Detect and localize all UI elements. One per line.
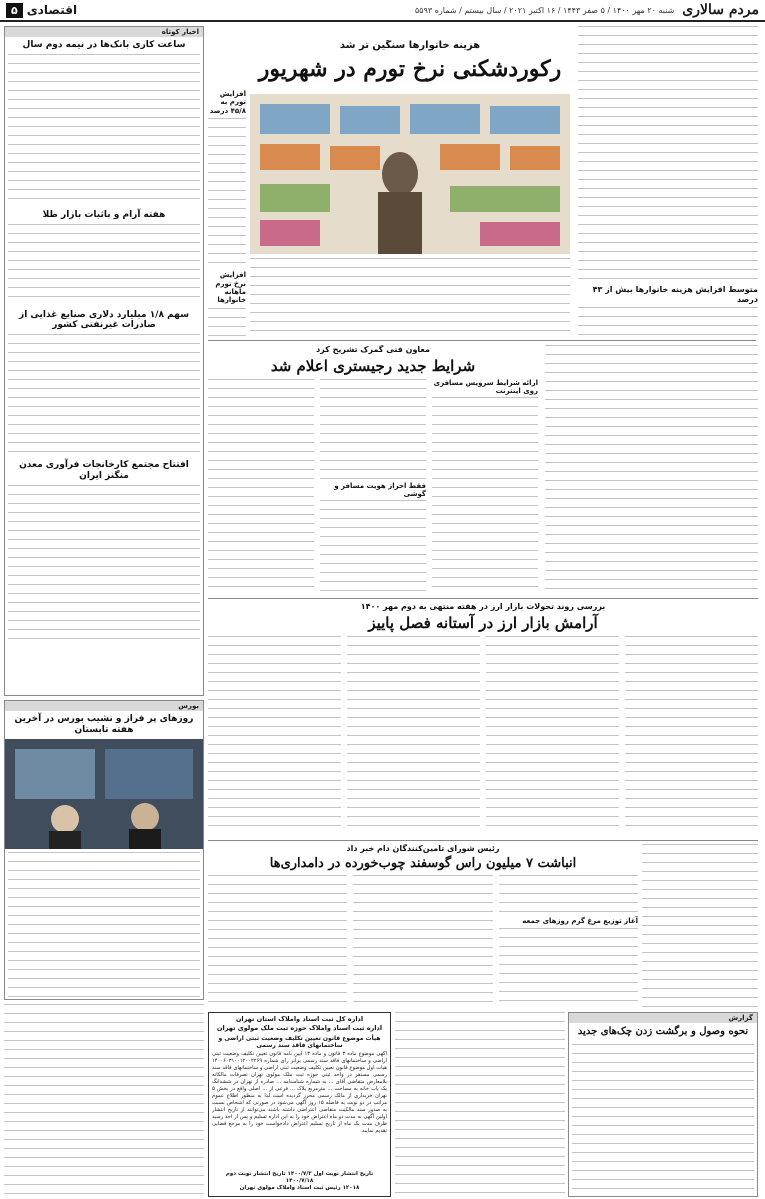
report-box bbox=[568, 1012, 758, 1197]
lead-sub1: افزایش تورم به ۴۵/۸ درصد bbox=[209, 90, 246, 115]
issue-line: شنبه ۲۰ مهر ۱۴۰۰ / ۵ صفر ۱۴۴۳ / ۱۶ اکتبر ۲۰۲۱ / سال بیستم / شماره ۵۵۹۳ bbox=[415, 5, 675, 15]
sidebar-item-title: سهم ۱/۸ میلیارد دلاری صنایع غذایی از صادرات غیرنفتی کشور bbox=[19, 309, 189, 331]
forex-story bbox=[208, 602, 758, 837]
report-title: نحوه وصول و برگشت زدن چک‌های جدید bbox=[577, 1026, 749, 1037]
sidebar-text-continued bbox=[4, 1004, 204, 1197]
sheep-kicker: رئیس شورای تامین‌کنندگان دام خبر داد bbox=[346, 844, 500, 853]
customs-story bbox=[208, 345, 538, 595]
lead-text-right bbox=[578, 26, 758, 336]
newspaper-logo: مردم سالاری bbox=[682, 2, 759, 18]
customs-title: شرایط جدید رجیستری اعلام شد bbox=[270, 356, 476, 375]
bourse-title: روزهای پر فراز و نشیب بورس در آخرین هفته تابستان bbox=[14, 714, 194, 735]
forex-text-continued bbox=[642, 844, 758, 1009]
lead-headline: رکوردشکنی نرخ تورم در شهریور bbox=[258, 56, 562, 82]
report-text-continued bbox=[395, 1012, 565, 1197]
ad-body: آگهی موضوع ماده ۳ قانون و ماده ۱۳ آیین نامه قانون تعیین تکلیف وضعیت ثبتی اراضی و ساختمانهای فاقد سند رسمی برابر رای شماره ۱۴۰۰۶۰۳۱۰۰۱۲۰۰۲۲۶۹ هیات اول موضوع قانون تعیین تکلیف وضعیت ثبتی اراضی و ساختمانهای فاقد سند رسمی مستقر در واحد ثبتی حوزه ثبت ملک مولوی تهران تصرفات مالکانه بلامعارض متقاضی آقای ... به شماره شناسنامه ... صادره از تهران در ششدانگ یک باب خانه به مساحت ... مترمربع پلاک ... فرعی از ... اصلی واقع در بخش ۵ تهران خریداری از مالک رسمی محرز گردیده است لذا به منظور اطلاع عموم مراتب در دو نوبت به فاصله ۱۵ روز آگهی می‌شود در صورتی که اشخاص نسبت به صدور سند مالکیت متقاضی اعتراضی داشته باشند می‌توانند از تاریخ انتشار اولین آگهی به مدت دو ماه اعتراض خود را به این اداره تسلیم و پس از اخذ رسید ظرف مدت یک ماه از تاریخ تسلیم اعتراض دادخواست خود را به مرجع قضایی تقدیم نمایند. bbox=[212, 1050, 387, 1134]
sheep-title: انباشت ۷ میلیون راس گوسفند چوب‌خورده در دامداری‌ها bbox=[269, 855, 577, 871]
bourse-box bbox=[4, 700, 204, 1000]
sheep-sub: آغاز توزیع مرغ گرم روزهای جمعه bbox=[522, 917, 638, 926]
forex-kicker: بررسی روند تحولات بازار ارز در هفته منتهی به دوم مهر ۱۴۰۰ bbox=[360, 602, 606, 611]
sidebar-label: اخبار کوتاه bbox=[5, 27, 203, 37]
ad-org2: اداره ثبت اسناد واملاک حوزه ثبت ملک مولوی تهران bbox=[216, 1023, 383, 1032]
ad-signature: ۱۲۰۱۸ رئیس ثبت اسناد واملاک مولوی تهران bbox=[239, 1185, 360, 1192]
legal-ad bbox=[208, 1012, 391, 1197]
section-name: اقتصادی bbox=[26, 3, 78, 17]
lead-kicker: هزینه خانوارها سنگین تر شد bbox=[339, 40, 481, 51]
lead-header bbox=[250, 40, 570, 90]
sheep-story bbox=[208, 844, 638, 1009]
customs-sub1: ارائه شرایط سرویس مسافری روی اینترنت bbox=[433, 378, 538, 395]
customs-kicker: معاون فنی گمرک تشریح کرد bbox=[316, 345, 430, 354]
page-number: ۵ bbox=[6, 3, 23, 18]
lead-sub3: متوسط افزایش هزینه خانوارها بیش از ۴۳ درصد bbox=[592, 285, 758, 304]
bourse-label: بورس bbox=[5, 701, 203, 711]
lead-text-left bbox=[208, 90, 246, 336]
lead-sub2: افزایش نرخ تورم ماهانه خانوارها bbox=[215, 271, 246, 305]
forex-title: آرامش بازار ارز در آستانه فصل پاییز bbox=[368, 613, 598, 632]
bourse-photo bbox=[5, 739, 203, 849]
sidebar bbox=[4, 26, 204, 696]
ad-org1: اداره کل ثبت اسناد واملاک استان تهران bbox=[235, 1015, 364, 1023]
lead-text-center bbox=[250, 258, 570, 336]
section-tag bbox=[6, 3, 77, 18]
lead-photo bbox=[250, 94, 570, 254]
store-shelves-image bbox=[250, 94, 570, 254]
lead-text-continued bbox=[545, 345, 758, 595]
sidebar-item-title: هفته آرام و باثبات بازار طلا bbox=[42, 209, 166, 220]
customs-sub2: فقط احراز هویت مسافر و گوشی bbox=[334, 481, 426, 498]
sidebar-item-title: ساعت کاری بانک‌ها در نیمه دوم سال bbox=[22, 40, 186, 50]
masthead bbox=[0, 0, 765, 22]
ad-dates: تاریخ انتشار نوبت اول ۱۴۰۰/۷/۳ تاریخ انتشار نوبت دوم ۱۴۰۰/۷/۱۸ bbox=[225, 1170, 374, 1184]
ad-title: هیأت موضوع قانون تعیین تکلیف وضعیت ثبتی اراضی و ساختمانهای فاقد سند رسمی bbox=[218, 1034, 381, 1049]
report-label: گزارش bbox=[569, 1013, 757, 1023]
sidebar-item-title: افتتاح مجتمع کارخانجات فرآوری معدن منگنز ایران bbox=[19, 460, 189, 481]
